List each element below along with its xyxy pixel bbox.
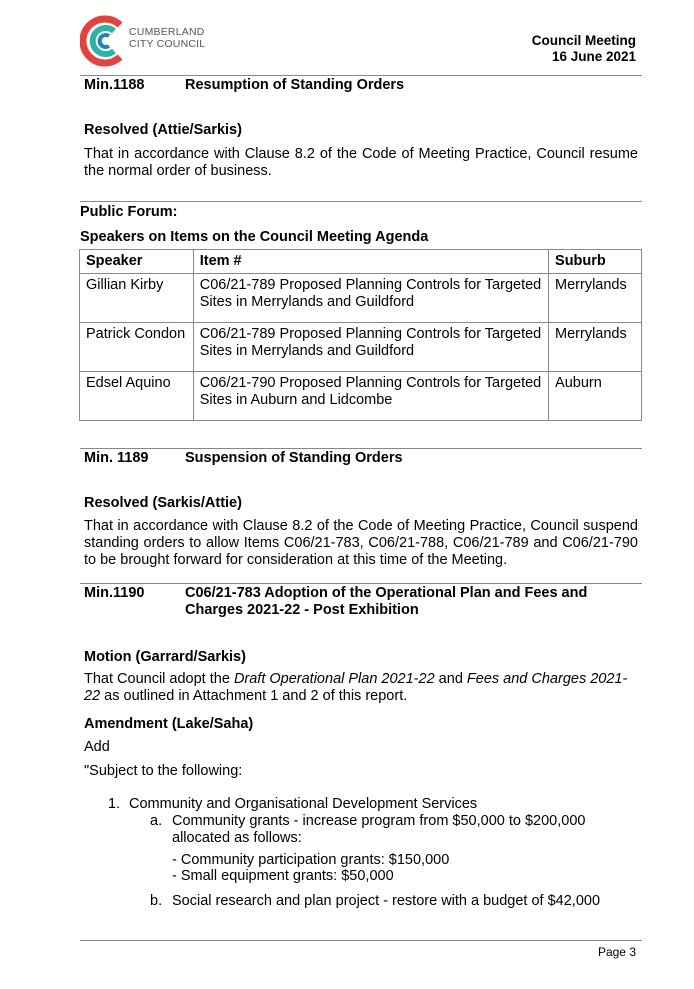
header-rule bbox=[80, 75, 642, 76]
council-logo bbox=[80, 13, 210, 69]
org-name-line2: CITY COUNCIL bbox=[129, 38, 206, 50]
item-cell: C06/21-790 Proposed Planning Controls for Targeted Sites in Auburn and Lidcombe bbox=[193, 372, 548, 421]
meeting-title: Council Meeting bbox=[531, 33, 636, 48]
col-item: Item # bbox=[193, 250, 548, 274]
suburb-cell: Merrylands bbox=[549, 323, 642, 372]
sub-list-item: Community grants - increase program from $50,000 to $200,000 allocated as follows: bbox=[172, 813, 586, 846]
min1188-text: That in accordance with Clause 8.2 of the Code of Meeting Practice, Council resume the normal order of business. bbox=[84, 146, 638, 179]
footer-rule bbox=[80, 940, 642, 941]
min1190-motion: Motion (Garrard/Sarkis) bbox=[84, 649, 246, 665]
min1189-number: Min. 1189 bbox=[84, 450, 149, 466]
motion-text-fees: Fees and Charges 2021-22 bbox=[84, 671, 628, 704]
motion-text-mid: and bbox=[434, 671, 467, 687]
suburb-cell: Merrylands bbox=[549, 274, 642, 323]
public-forum-heading: Public Forum: bbox=[80, 204, 178, 220]
min1190-title: C06/21-783 Adoption of the Operational Plan and Fees and Charges 2021-22 - Post Exhibition bbox=[185, 585, 588, 618]
min1190-number: Min.1190 bbox=[84, 585, 145, 601]
page-number: Page 3 bbox=[597, 945, 636, 959]
org-name-line1: CUMBERLAND bbox=[129, 26, 205, 38]
grant-line: - Community participation grants: $150,000 bbox=[172, 852, 450, 868]
amendment-subject: "Subject to the following: bbox=[84, 763, 243, 779]
council-logo-icon bbox=[80, 13, 126, 69]
item-cell: C06/21-789 Proposed Planning Controls for Targeted Sites in Merrylands and Guildford bbox=[193, 323, 548, 372]
sub-list-item-letter: b. bbox=[150, 893, 163, 909]
table-row bbox=[80, 323, 642, 372]
section-rule bbox=[80, 448, 642, 449]
public-forum-subheading: Speakers on Items on the Council Meeting Agenda bbox=[80, 229, 429, 245]
meeting-date: 16 June 2021 bbox=[551, 49, 636, 64]
section-rule bbox=[80, 583, 642, 584]
col-suburb: Suburb bbox=[549, 250, 642, 274]
col-speaker: Speaker bbox=[80, 250, 194, 274]
min1189-title: Suspension of Standing Orders bbox=[185, 450, 403, 466]
sub-list-item: Social research and plan project - restore with a budget of $42,000 bbox=[172, 893, 601, 909]
item-cell: C06/21-789 Proposed Planning Controls for Targeted Sites in Merrylands and Guildford bbox=[193, 274, 548, 323]
motion-text-pre: That Council adopt the bbox=[84, 671, 234, 687]
min1188-title: Resumption of Standing Orders bbox=[185, 77, 405, 93]
min1189-resolved: Resolved (Sarkis/Attie) bbox=[84, 495, 242, 511]
motion-text-post: as outlined in Attachment 1 and 2 of this report. bbox=[100, 688, 408, 704]
table-row bbox=[80, 274, 642, 323]
motion-text-plan: Draft Operational Plan 2021-22 bbox=[233, 671, 435, 687]
list-item: Community and Organisational Development Services bbox=[129, 796, 478, 812]
table-header-row bbox=[80, 250, 642, 274]
sub-list-item-letter: a. bbox=[150, 813, 163, 829]
min1189-text: That in accordance with Clause 8.2 of the Code of Meeting Practice, Council suspend standing orders to allow Items C06/21-783, C06/21-788, C06/21-789 and C06/21-790 to be brought forward for consideration at this time of the Meeting. bbox=[84, 518, 638, 568]
min1190-amendment: Amendment (Lake/Saha) bbox=[84, 716, 254, 732]
meeting-header bbox=[532, 33, 636, 65]
speaker-cell: Gillian Kirby bbox=[80, 274, 194, 323]
amendment-add: Add bbox=[84, 739, 110, 755]
speaker-cell: Patrick Condon bbox=[80, 323, 194, 372]
table-row bbox=[80, 372, 642, 421]
min1188-resolved: Resolved (Attie/Sarkis) bbox=[84, 122, 242, 138]
suburb-cell: Auburn bbox=[549, 372, 642, 421]
section-rule bbox=[80, 201, 642, 202]
min1190-motion-text bbox=[84, 671, 638, 705]
council-logo-text bbox=[129, 26, 205, 50]
list-item-number: 1. bbox=[108, 796, 121, 812]
speaker-cell: Edsel Aquino bbox=[80, 372, 194, 421]
speakers-table bbox=[79, 249, 642, 421]
min1188-number: Min.1188 bbox=[84, 77, 145, 93]
grant-line: - Small equipment grants: $50,000 bbox=[172, 868, 394, 884]
